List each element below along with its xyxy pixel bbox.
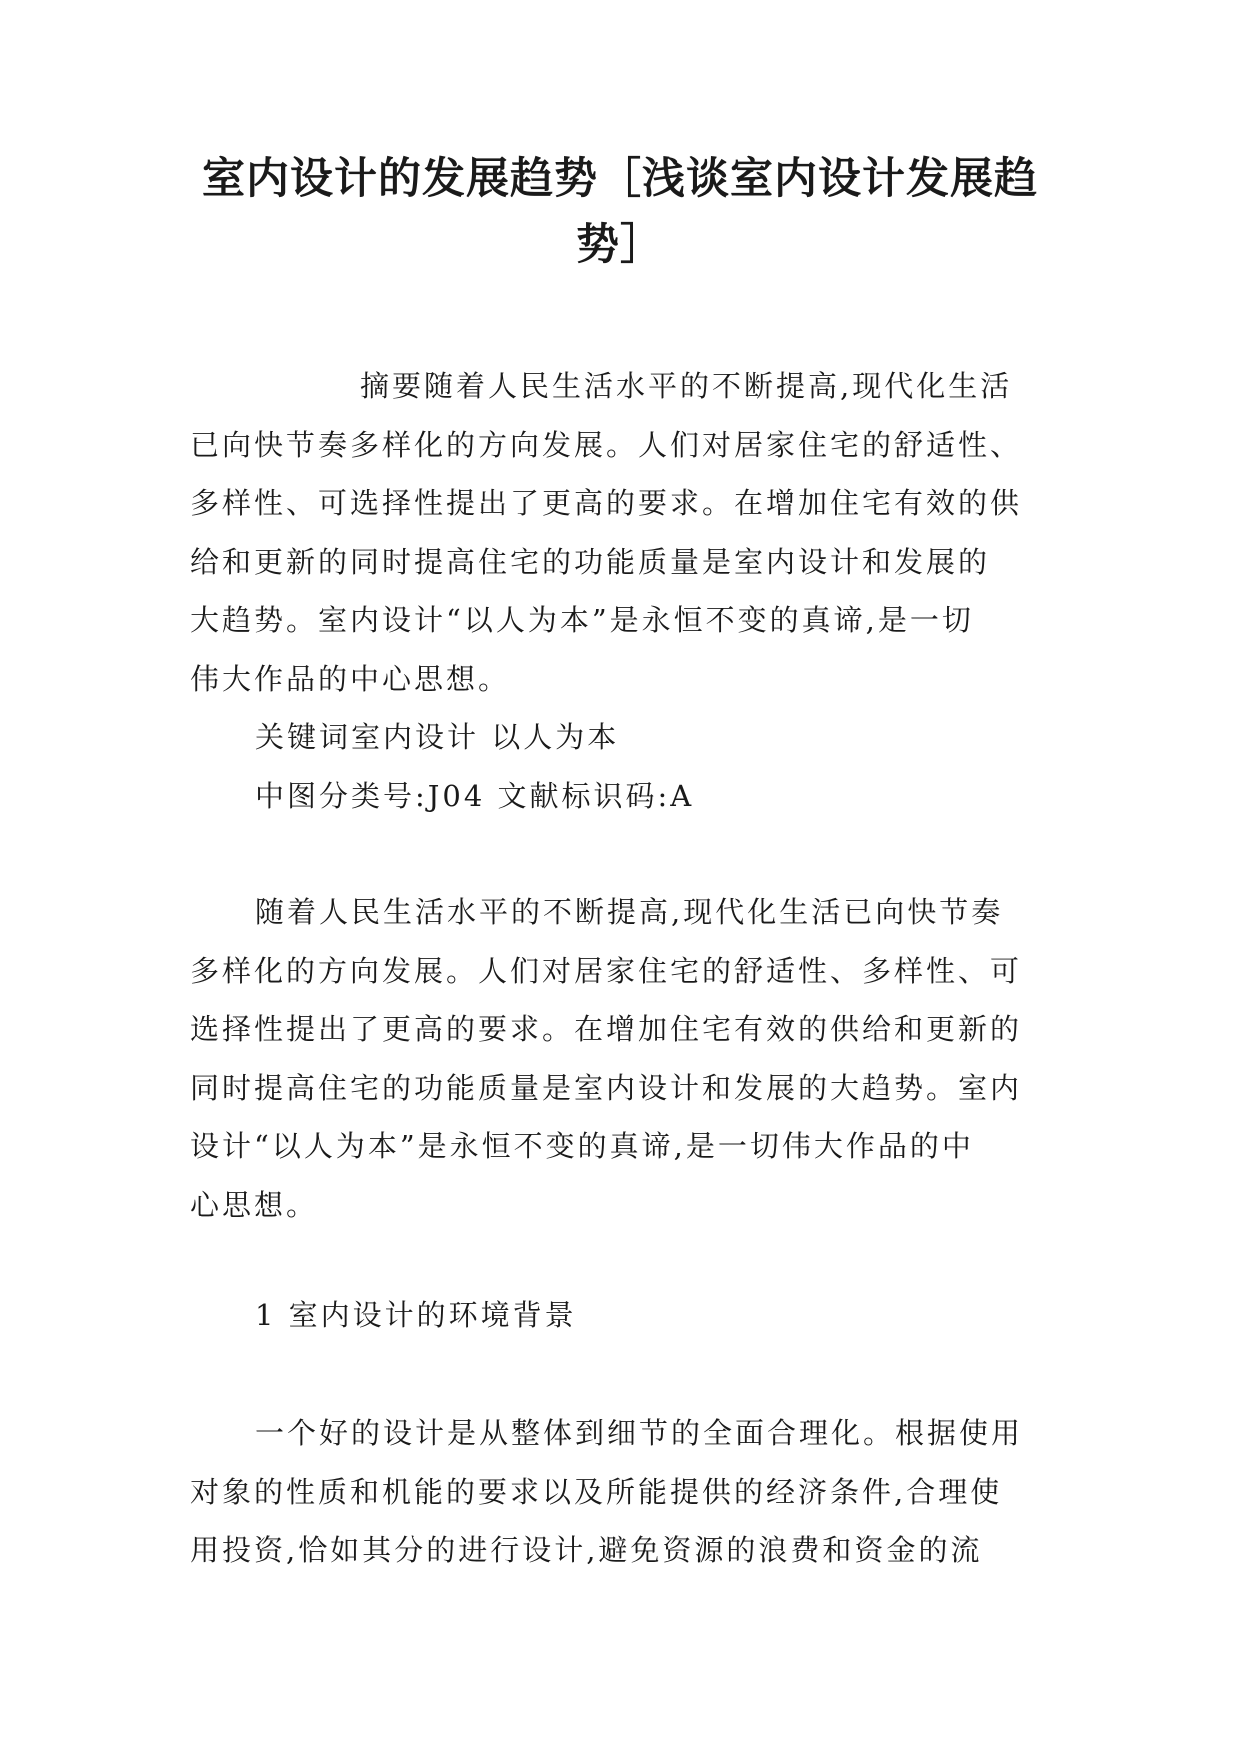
abstract-line: 摘要随着人民生活水平的不断提高,现代化生活 — [360, 369, 1013, 403]
section1-line: 一个好的设计是从整体到细节的全面合理化。根据使用 — [255, 1416, 1024, 1450]
classification-line: 中图分类号:J04 文献标识码:A — [255, 779, 695, 813]
intro-line: 多样化的方向发展。人们对居家住宅的舒适性、多样性、可 — [190, 953, 1023, 988]
page-title — [180, 146, 1060, 278]
abstract-line: 给和更新的同时提高住宅的功能质量是室内设计和发展的 — [190, 544, 991, 579]
intro-paragraph — [190, 883, 1054, 1234]
keywords-line: 关键词室内设计 以人为本 — [255, 720, 620, 754]
title-line: 室内设计的发展趋势［浅谈室内设计发展趋 — [202, 154, 1038, 204]
abstract-line: 已向快节奏多样化的方向发展。人们对居家住宅的舒适性、 — [190, 427, 1023, 462]
intro-line: 随着人民生活水平的不断提高,现代化生活已向快节奏 — [255, 895, 1004, 929]
abstract-line: 伟大作品的中心思想。 — [190, 661, 511, 696]
abstract-line: 多样性、可选择性提出了更高的要求。在增加住宅有效的供 — [190, 486, 1023, 520]
section1-line: 用投资,恰如其分的进行设计,避免资源的浪费和资金的流 — [190, 1533, 983, 1567]
intro-line: 选择性提出了更高的要求。在增加住宅有效的供给和更新的 — [190, 1012, 1023, 1046]
abstract-line: 大趋势。室内设计“以人为本”是永恒不变的真谛,是一切 — [190, 603, 974, 637]
intro-line: 设计“以人为本”是永恒不变的真谛,是一切伟大作品的中 — [190, 1129, 974, 1163]
abstract-paragraph — [190, 357, 1054, 708]
intro-line: 心思想。 — [190, 1187, 319, 1222]
intro-line: 同时提高住宅的功能质量是室内设计和发展的大趋势。室内 — [190, 1070, 1023, 1105]
section-heading: 1 室内设计的环境背景 — [255, 1298, 577, 1332]
title-line: 势］ — [576, 220, 664, 270]
section1-line: 对象的性质和机能的要求以及所能提供的经济条件,合理使 — [190, 1474, 1003, 1509]
section1-paragraph — [190, 1404, 1054, 1580]
